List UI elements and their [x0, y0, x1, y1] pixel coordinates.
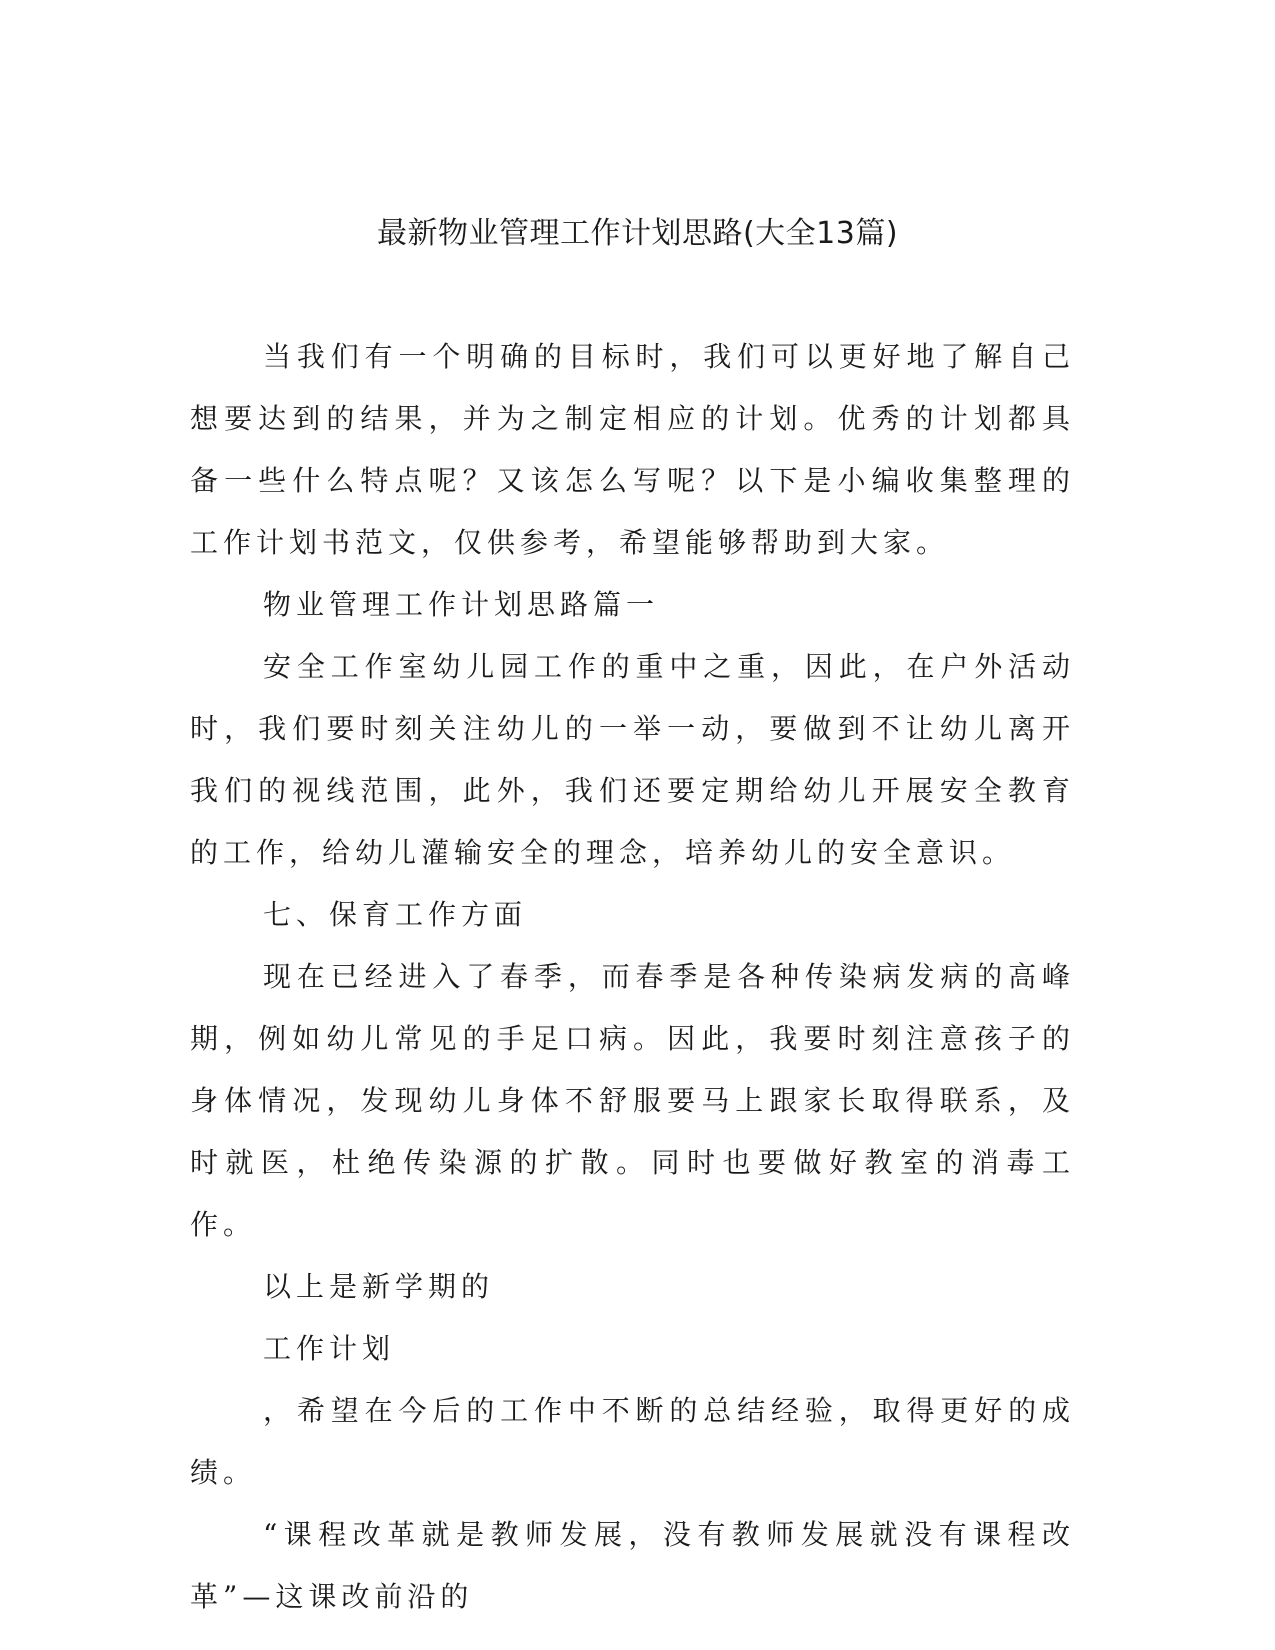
- safety-paragraph: 安全工作室幼儿园工作的重中之重，因此，在户外活动时，我们要时刻关注幼儿的一举一动，要做到不让幼儿离开我们的视线范围，此外，我们还要定期给幼儿开展安全教育的工作，给幼儿灌输安全的理念，培养幼儿的安全意识。: [190, 650, 1075, 869]
- quote-paragraph: “课程改革就是教师发展，没有教师发展就没有课程改革”—这课改前沿的: [190, 1518, 1075, 1613]
- closing-line-2: 工作计划: [263, 1332, 396, 1365]
- subsection-heading: 七、保育工作方面: [263, 898, 528, 931]
- section-heading: 物业管理工作计划思路篇一: [263, 588, 660, 621]
- intro-paragraph: 当我们有一个明确的目标时，我们可以更好地了解自己想要达到的结果，并为之制定相应的计划。优秀的计划都具备一些什么特点呢？又该怎么写呢？以下是小编收集整理的工作计划书范文，仅供参考，希望能够帮助到大家。: [190, 340, 1075, 559]
- closing-line-1: 以上是新学期的: [263, 1270, 495, 1303]
- health-paragraph: 现在已经进入了春季，而春季是各种传染病发病的高峰期，例如幼儿常见的手足口病。因此，我要时刻注意孩子的身体情况，发现幼儿身体不舒服要马上跟家长取得联系，及时就医，杜绝传染源的扩散。同时也要做好教室的消毒工作。: [190, 960, 1075, 1241]
- document-body: [190, 326, 1075, 1628]
- document-title: 最新物业管理工作计划思路(大全13篇): [376, 216, 899, 251]
- closing-line-3: ，希望在今后的工作中不断的总结经验，取得更好的成绩。: [190, 1394, 1075, 1489]
